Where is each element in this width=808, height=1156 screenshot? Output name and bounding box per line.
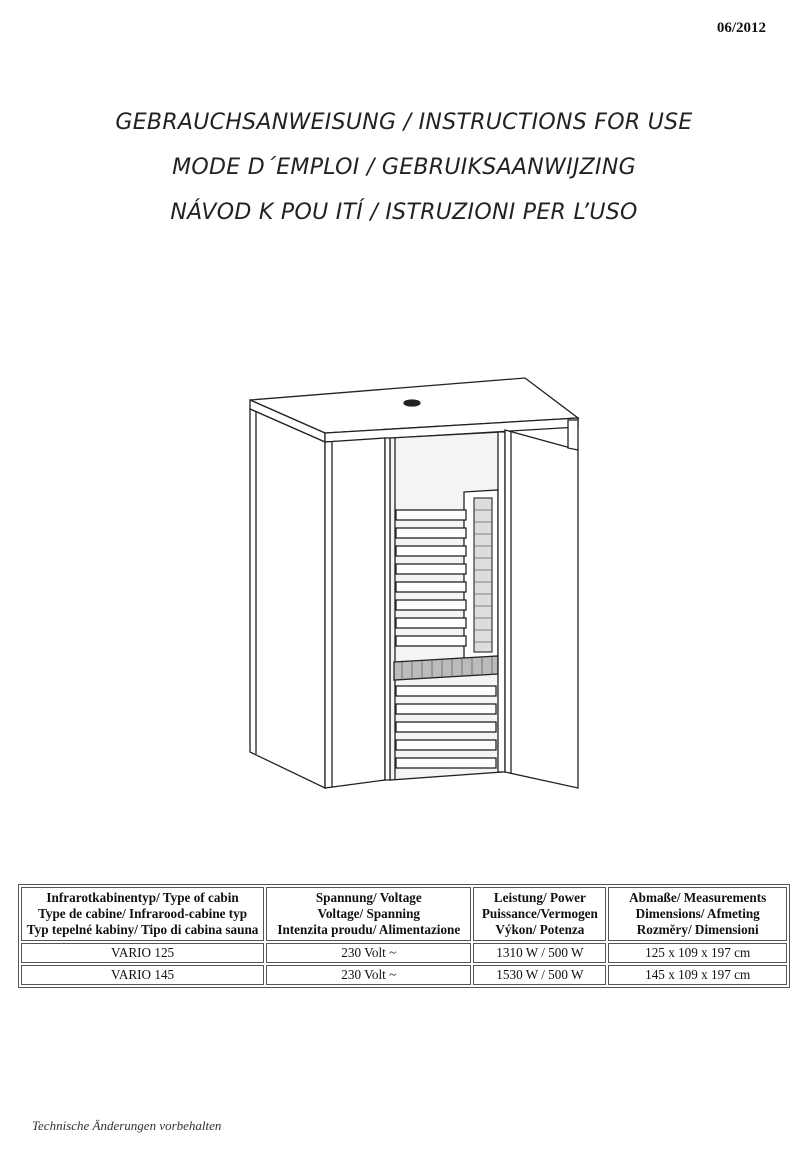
sauna-cabin-illustration	[230, 370, 590, 800]
header-measurements: Abmaße/ Measurements Dimensions/ Afmeting Rozměry/ Dimensioni	[608, 887, 787, 941]
cell-power: 1530 W / 500 W	[473, 965, 606, 985]
title-line-1: GEBRAUCHSANWEISUNG / INSTRUCTIONS FOR USE	[115, 110, 693, 135]
table-header-row	[21, 887, 787, 941]
cell-model: VARIO 145	[21, 965, 264, 985]
table-row	[21, 965, 787, 985]
table-row	[21, 943, 787, 963]
header-cabin-type: Infrarotkabinentyp/ Type of cabin Type de cabine/ Infrarood-cabine typ Typ tepelné kabiny/ Tipo di cabina sauna	[21, 887, 264, 941]
header-voltage: Spannung/ Voltage Voltage/ Spanning Intenzita proudu/ Alimentazione	[266, 887, 471, 941]
cell-model: VARIO 125	[21, 943, 264, 963]
footer-note: Technische Änderungen vorbehalten	[32, 1118, 222, 1133]
cell-power: 1310 W / 500 W	[473, 943, 606, 963]
cell-voltage: 230 Volt ~	[266, 965, 471, 985]
title-line-2: MODE D´EMPLOI / GEBRUIKSAANWIJZING	[172, 155, 636, 180]
specification-table	[18, 884, 790, 988]
cell-dimensions: 125 x 109 x 197 cm	[608, 943, 787, 963]
title-block	[0, 100, 808, 235]
document-date: 06/2012	[716, 20, 766, 36]
cell-dimensions: 145 x 109 x 197 cm	[608, 965, 787, 985]
title-line-3: NÁVOD K POU ITÍ / ISTRUZIONI PER L’USO	[170, 200, 638, 225]
cell-voltage: 230 Volt ~	[266, 943, 471, 963]
header-power: Leistung/ Power Puissance/Vermogen Výkon/ Potenza	[473, 887, 606, 941]
